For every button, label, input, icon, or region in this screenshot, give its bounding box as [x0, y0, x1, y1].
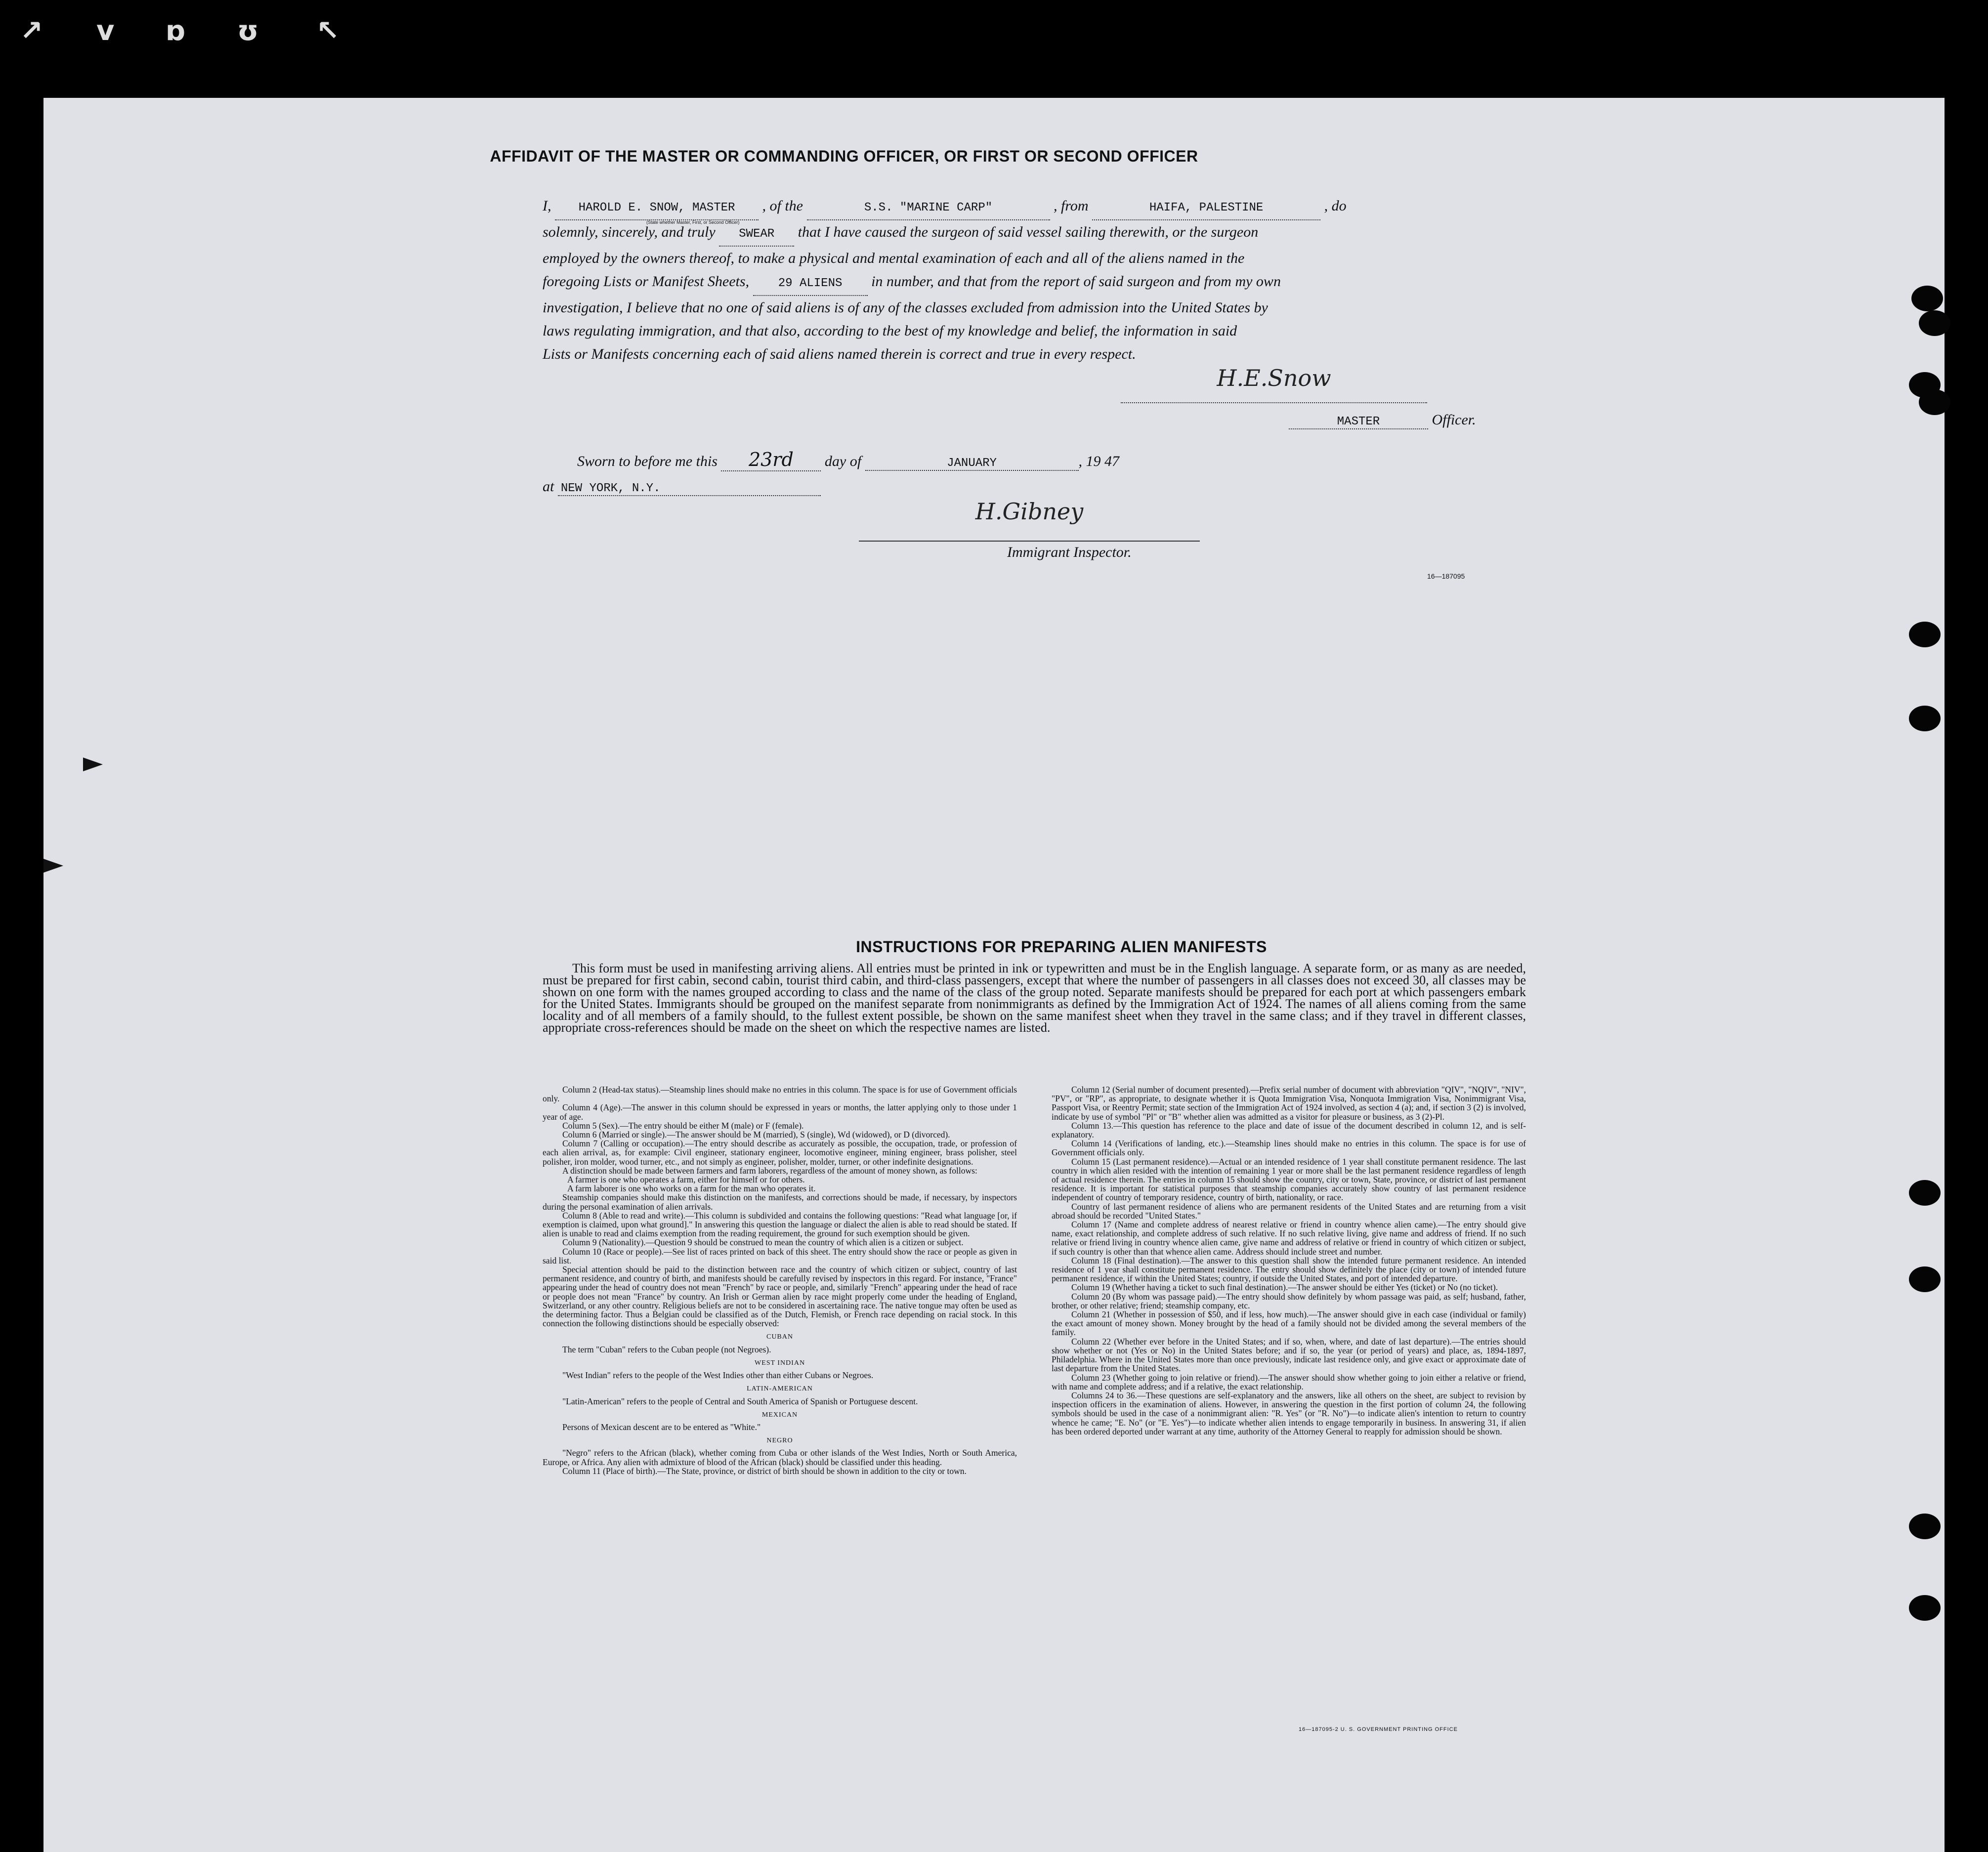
column-note: Column 8 (Able to read and write).—This column is subdivided and contains the following questions: "Read what language [or, if exemption is claimed, upon what ground]." In answering this question the language or dialect the alien is able to read should be stated. If alien is unable to read and claims exemption from the reading requirement, the ground for such exemption should be given. [543, 1210, 1017, 1239]
film-mark: ʊ [237, 15, 259, 47]
film-mark: ɒ [166, 15, 186, 47]
column-note: Column 7 (Calling or occupation).—The entry should describe as accurately as possible, the occupation, trade, or profession of each alien arrival, as, for example: Civil engineer, stationary engineer, locomotive engineer, mining engineer, brass polisher, steel polisher, iron molder, wood turner, etc., and not simply as engineer, polisher, molder, turner, or other indefinite designations. [543, 1138, 1017, 1167]
punch-hole [1919, 310, 1950, 336]
column-note: Column 13.—This question has reference to the place and date of issue of the document described in column 12, and is self-explanatory. [1052, 1120, 1526, 1140]
text-officer: Officer. [1432, 412, 1476, 428]
affidavit-line-4 [543, 270, 1526, 296]
column-note: A farmer is one who operates a farm, either for himself or for others. [567, 1175, 805, 1185]
oath-field: SWEAR [719, 222, 794, 247]
text-do: , do [1324, 198, 1347, 214]
column-note: Column 18 (Final destination).—The answer to this question shall show the intended future permanent residence. An intended residence of 1 year shall constitute permanent residence. The entry should show definitely the place (city or town) of intended future permanent residence, if within the United States; country, if outside the United States, and port of intended departure. [1052, 1255, 1526, 1284]
film-mark: ↖ [316, 15, 339, 47]
edge-notch [43, 859, 63, 873]
column-note: A farm laborer is one who works on a farm for the man who operates it. [567, 1183, 816, 1194]
column-note: Column 22 (Whether ever before in the United States; and if so, when, where, and date of last departure).—The entries should show whether or not (Yes or No) in the United States before; and if so, the year (or period of years) and place, as, 1894-1897, Philadelphia. Where in the United States more than once previously, indicate last residence only, and give exact or approximate date of last departure from the United States. [1052, 1336, 1526, 1374]
text-year-prefix: , 19 [1078, 453, 1101, 469]
column-note: Column 15 (Last permanent residence).—Actual or an intended residence of 1 year shall constitute permanent residence. The last country in which alien resided with the intention of remaining 1 year or more shall be the last permanent residence regardless of length of actual residence therein. The entries in column 15 should show the country, city or town, State, province, or district of last permanent residence. It is important for statistical purposes that steamship companies accurately show country of last permanent residence independent of country of temporary residence, country of birth, nationality, or race. [1052, 1156, 1526, 1203]
column-note: Column 2 (Head-tax status).—Steamship lines should make no entries in this column. The space is for use of Government officials only. [543, 1085, 1017, 1104]
column-note: Steamship companies should make this distinction on the manifests, and corrections should be made, if necessary, by inspectors during the personal examination of alien arrivals. [543, 1192, 1017, 1212]
place-line [543, 478, 821, 496]
text-number: in number, and that from the report of said surgeon and from my own [871, 273, 1281, 290]
place-field: NEW YORK, N.Y. [558, 482, 821, 496]
column-note: Column 10 (Race or people).—See list of races printed on back of this sheet. The entry should show the race or people as given in said list. [543, 1246, 1017, 1265]
race-note: "Latin-American" refers to the people of Central and South America of Spanish or Portuguese descent. [562, 1396, 918, 1406]
master-name-field: HAROLD E. SNOW, MASTER [555, 196, 759, 220]
affidavit-form-number: 16—187095 [1427, 572, 1465, 580]
inspector-signature-line [859, 498, 1200, 542]
text-sworn: Sworn to before me this [577, 453, 718, 469]
text-foregoing: foregoing Lists or Manifest Sheets, [543, 273, 750, 290]
column-note: Column 6 (Married or single).—The answer should be M (married), S (single), Wd (widowed), or D (divorced). [562, 1130, 950, 1140]
column-note: Column 9 (Nationality).—Question 9 should be construed to mean the country of which alien is a citizen or subject. [562, 1237, 964, 1248]
punch-hole [1909, 622, 1941, 647]
text-at: at [543, 478, 554, 495]
instructions-intro: This form must be used in manifesting arriving aliens. All entries must be printed in ink or typewritten and must be in the English language. A separate form, or as many as are needed, must be prepared for first cabin, second cabin, tourist third cabin, and third-class passengers, except that where the number of passengers in all classes does not exceed 30, all classes may be shown on one form with the names grouped according to class and the name of the class of the group noted. Separate manifests should be prepared for each port at which passengers embark for the United States. Immigrants should be grouped on the manifest separate from nonimmigrants as defined by the Immigration Act of 1924. The names of all aliens coming from the same locality and of all members of a family should, to the fullest extent possible, be shown on the same manifest sheet when they travel in the same class; and if they travel in different classes, appropriate cross-references should be made on the sheet on which the respective names are listed. [543, 961, 1526, 1035]
affidavit-line-5: investigation, I believe that no one of said aliens is of any of the classes excluded from admission into the United States by [543, 299, 1268, 316]
column-note: Special attention should be paid to the distinction between race and the country of which citizen or subject, country of last permanent residence, and country of birth, and manifests should be carefully revised by inspectors in this regard. For instance, "France" appearing under the head of country does not mean "French" by race or people, and, similarly "French" appearing under the head of race or people does not mean "France" by country. An Irish or German alien by race might properly come under the heading of England, Switzerland, or any other country. Religious beliefs are not to be considered in ascertaining race. The native tongue may often be used as the determining factor. Thus a Belgian could be classified as of the Dutch, Flemish, or French race depending on racial stock. In this connection the following distinctions should be especially observed: [543, 1264, 1017, 1329]
heading-west-indian: WEST INDIAN [754, 1359, 805, 1367]
affidavit-body [543, 194, 1526, 366]
affidavit-line-1 [543, 194, 1526, 225]
master-signature-line [1121, 365, 1427, 403]
column-note: Country of last permanent residence of aliens who are permanent residents of the United States and are returning from a visit abroad should be recorded "United States." [1052, 1201, 1526, 1221]
heading-negro: NEGRO [766, 1437, 793, 1445]
text-i: I, [543, 198, 551, 214]
column-note: Column 14 (Verifications of landing, etc.).—Steamship lines should make no entries in this column. The space is for use of Government officials only. [1052, 1138, 1526, 1158]
column-note: Column 17 (Name and complete address of nearest relative or friend in country whence alien came).—The entry should give name, exact relationship, and complete address of such relative. If no such relative living, give name and address of friend. If no such relative or friend living in country whence alien came, give name and address of relative or friend in country of which citizen or subject, if such country is other than that whence alien came. Address should include street and number. [1052, 1220, 1526, 1257]
film-mark: ↗ [20, 15, 43, 47]
column-note: Column 12 (Serial number of document presented).—Prefix serial number of document with abbreviation "QIV", "NQIV", "NIV", "PV", or "RP", as appropriate, to designate whether it is Quota Immigration Visa, Nonquota Immigration Visa, Nonimmigrant Visa, Passport Visa, or Reentry Permit; state section of the Immigration Act of 1924 involved, as section 4 (a); and, if section 3 (2) is involved, indicate by use of symbol "Pl" or "B" whether alien was admitted as a visitor for pleasure or business, as 3 (2)-Pl. [1052, 1085, 1526, 1122]
affidavit-line-6: laws regulating immigration, and that also, according to the best of my knowledge and belief, the information in said [543, 323, 1237, 339]
document-sheet [43, 98, 1945, 1852]
race-note: The term "Cuban" refers to the Cuban people (not Negroes). [562, 1344, 771, 1354]
column-note: Column 4 (Age).—The answer in this column should be expressed in years or months, the latter applying only to those under 1 year of age. [543, 1102, 1017, 1122]
month-field: JANUARY [865, 457, 1079, 471]
rank-field: MASTER [1289, 415, 1428, 429]
inspector-label: Immigrant Inspector. [1007, 544, 1132, 560]
text-of-the: , of the [762, 198, 803, 214]
officer-line [1289, 412, 1476, 429]
column-note: Columns 24 to 36.—These questions are self-explanatory and the answers, like all others on the sheet, are subject to revision by inspection officers in the examination of aliens. However, in answering the question in the first portion of column 24, the following symbols should be used in the case of a nonimmigrant alien: "R. Yes" (or "R. No")—to indicate alien's intention to return to country whence he came; "E. No" (or "E. Yes")—to indicate whether alien intends to engage temporarily in business. In answering 31, if alien has been ordered deported under warrant at any time, authority of the Attorney General to reapply for admission should be shown. [1052, 1390, 1526, 1436]
heading-latin-american: LATIN-AMERICAN [747, 1385, 813, 1393]
column-note: Column 23 (Whether going to join relative or friend).—The answer should show whether going to join either a relative or friend, with name and complete address; and if a relative, the exact relationship. [1052, 1372, 1526, 1391]
inspector-signature: H.Gibney [975, 498, 1084, 525]
vessel-field: S.S. "MARINE CARP" [807, 196, 1050, 220]
race-note: "Negro" refers to the African (black), whether coming from Cuba or other islands of the West Indies, North or South America, Europe, or Africa. Any alien with admixture of blood of the African (black) should be classified under this heading. [543, 1448, 1017, 1467]
column-note: Column 5 (Sex).—The entry should be either M (male) or F (female). [562, 1120, 804, 1131]
port-field: HAIFA, PALESTINE [1092, 196, 1320, 220]
affidavit-title: AFFIDAVIT OF THE MASTER OR COMMANDING OFFICER, OR FIRST OR SECOND OFFICER [490, 147, 1198, 165]
column-note: Column 21 (Whether in possession of $50, and if less, how much).—The answer should give in each case (individual or family) the exact amount of money shown. Money brought by the head of a family should not be divided among the several members of the family. [1052, 1309, 1526, 1338]
punch-hole [1909, 706, 1941, 731]
punch-hole [1911, 286, 1943, 311]
punch-hole [1919, 389, 1950, 415]
instructions-left-column [543, 1085, 1017, 1475]
column-note: Column 11 (Place of birth).—The State, province, or district of birth should be shown in addition to the city or town. [562, 1466, 967, 1476]
column-note: Column 20 (By whom was passage paid).—The entry should show definitely by whom passage was paid, as self; husband, father, brother, or other relative; friend; steamship company, etc. [1052, 1291, 1526, 1310]
punch-hole [1909, 1514, 1941, 1539]
text-solemnly: solemnly, sincerely, and truly [543, 224, 716, 240]
heading-mexican: MEXICAN [761, 1411, 798, 1419]
text-from: , from [1054, 198, 1089, 214]
film-mark: v [96, 15, 115, 47]
text-day-of: day of [824, 453, 862, 469]
column-note: Column 19 (Whether having a ticket to such final destination).—The answer should be either Yes (ticket) or No (no ticket). [1071, 1282, 1498, 1293]
column-note: A distinction should be made between farmers and farm laborers, regardless of the amount of money shown, as follows: [562, 1165, 977, 1176]
master-signature: H.E.Snow [1217, 365, 1331, 391]
instructions-title: INSTRUCTIONS FOR PREPARING ALIEN MANIFESTS [856, 938, 1267, 956]
punch-hole [1909, 1595, 1941, 1621]
day-field: 23rd [721, 449, 821, 471]
edge-notch [83, 758, 103, 771]
text-caused: that I have caused the surgeon of said vessel sailing therewith, or the surgeon [798, 224, 1259, 240]
punch-hole [1909, 1266, 1941, 1292]
year-field: 47 [1104, 453, 1120, 469]
alien-count-field: 29 ALIENS [753, 272, 868, 296]
heading-cuban: CUBAN [766, 1333, 793, 1341]
punch-hole [1909, 1180, 1941, 1206]
instructions-right-column [1052, 1085, 1526, 1436]
master-name-sub: (State whether Master, First, or Second Officer) [646, 220, 740, 225]
instructions-footer: 16—187095-2 U. S. GOVERNMENT PRINTING OFFICE [1299, 1726, 1458, 1732]
affidavit-line-7: Lists or Manifests concerning each of said aliens named therein is correct and true in every respect. [543, 346, 1136, 362]
race-note: "West Indian" refers to the people of the West Indies other than either Cubans or Negroes. [562, 1370, 874, 1381]
race-note: Persons of Mexican descent are to be entered as "White." [562, 1422, 761, 1432]
affidavit-line-3: employed by the owners thereof, to make a physical and mental examination of each and all of the aliens named in the [543, 250, 1245, 266]
sworn-line [577, 449, 1119, 471]
